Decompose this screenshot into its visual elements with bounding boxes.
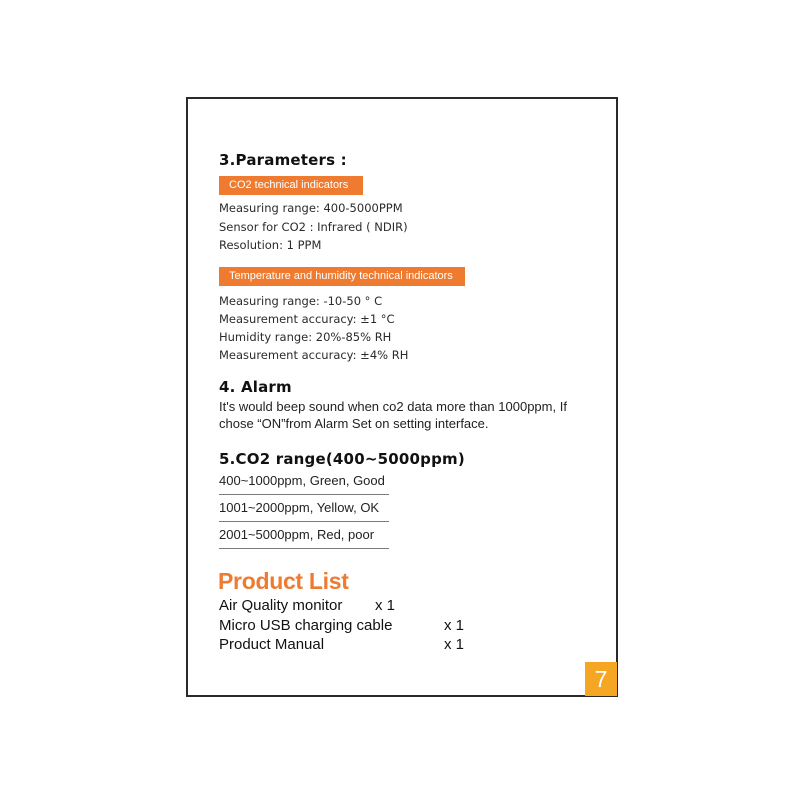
product-list-heading: Product List [218, 568, 349, 594]
co2-range-row-poor: 2001~5000ppm, Red, poor [219, 527, 375, 542]
product-item-qty: x 1 [444, 617, 465, 634]
co2-indicators-tag: CO2 technical indicators [219, 176, 363, 195]
range-divider [219, 521, 389, 522]
co2-range-row-ok: 1001~2000ppm, Yellow, OK [219, 500, 380, 515]
product-item-qty: x 1 [444, 636, 465, 653]
co2-range-heading: 5.CO2 range(400~5000ppm) [219, 450, 465, 468]
alarm-text-line-2: chose “ON”from Alarm Set on setting interface. [219, 416, 489, 431]
co2-spec-measuring-range: Measuring range: 400-5000PPM [219, 201, 403, 215]
page-number-badge: 7 [585, 662, 617, 696]
alarm-heading: 4. Alarm [219, 378, 292, 396]
co2-range-row-good: 400~1000ppm, Green, Good [219, 473, 385, 488]
product-item-qty: x 1 [375, 597, 396, 614]
temp-humidity-indicators-tag: Temperature and humidity technical indicators [219, 267, 465, 286]
temp-spec-accuracy: Measurement accuracy: ±1 °C [219, 312, 395, 326]
temp-spec-measuring-range: Measuring range: -10-50 ° C [219, 294, 383, 308]
product-item-name: Product Manual [219, 636, 325, 653]
humidity-spec-range: Humidity range: 20%-85% RH [219, 330, 392, 344]
parameters-heading: 3.Parameters : [219, 151, 347, 169]
alarm-text-line-1: It's would beep sound when co2 data more than 1000ppm, If [219, 399, 567, 414]
range-divider [219, 548, 389, 549]
co2-spec-resolution: Resolution: 1 PPM [219, 238, 322, 252]
co2-spec-sensor: Sensor for CO2 : Infrared ( NDIR) [219, 220, 408, 234]
range-divider [219, 494, 389, 495]
product-item-name: Micro USB charging cable [219, 617, 393, 634]
humidity-spec-accuracy: Measurement accuracy: ±4% RH [219, 348, 409, 362]
product-item-name: Air Quality monitor [219, 597, 343, 614]
manual-page [186, 97, 618, 697]
